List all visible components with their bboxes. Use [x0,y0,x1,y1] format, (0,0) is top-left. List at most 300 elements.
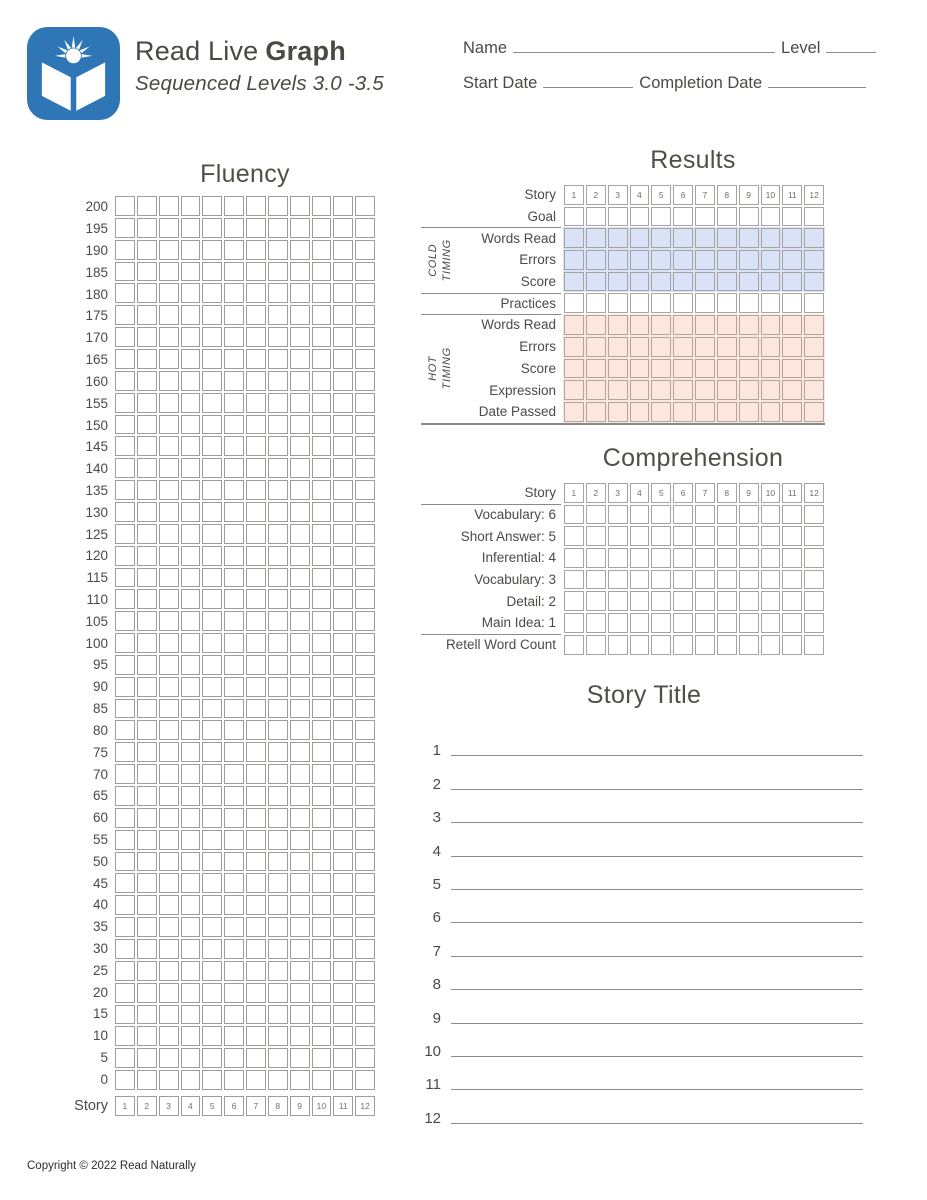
fluency-grid-cell [312,240,332,260]
fluency-grid-cell [268,633,288,653]
fluency-grid-cell [159,1048,179,1068]
fluency-y-tick: 100 [85,635,108,651]
fluency-grid-cell [202,415,222,435]
results-entry-cell [651,315,671,335]
fluency-grid-cell [115,218,135,238]
fluency-grid-cell [202,677,222,697]
comprehension-entry-cell [630,548,650,568]
fluency-grid-cell [246,852,266,872]
fluency-grid-cell [355,764,375,784]
fluency-y-tick: 160 [85,373,108,389]
results-entry-cell [564,272,584,292]
fluency-grid-cell [246,939,266,959]
fluency-grid-cell [246,218,266,238]
comprehension-entry-cell [739,505,759,525]
fluency-grid-cell [290,371,310,391]
fluency-grid-cell [246,1026,266,1046]
fluency-grid-cell [224,917,244,937]
comprehension-entry-cell [717,570,737,590]
results-entry-cell [586,272,606,292]
story-title-number: 5 [432,875,441,893]
comprehension-entry-cell [564,526,584,546]
fluency-grid-cell [290,852,310,872]
fluency-grid-cell [202,1026,222,1046]
comprehension-entry-cell [739,635,759,655]
fluency-grid-cell [159,873,179,893]
fluency-grid-cell [137,415,157,435]
results-row-label: Score [520,274,556,290]
results-entry-cell [782,359,802,379]
story-title-number: 12 [424,1109,441,1127]
comprehension-entry-cell [630,526,650,546]
dates-row [463,73,883,93]
fluency-y-tick: 50 [92,853,108,869]
results-entry-cell [630,402,650,422]
fluency-grid-cell [355,305,375,325]
fluency-grid-cell [137,589,157,609]
fluency-grid-cell [333,895,353,915]
comprehension-entry-cell [630,505,650,525]
fluency-grid-cell [181,240,201,260]
fluency-grid-cell [246,961,266,981]
fluency-grid-cell [355,1026,375,1046]
completion-date-label: Completion Date [639,74,763,92]
fluency-grid-cell [246,786,266,806]
results-entry-cell [782,250,802,270]
story-title-write-line [451,1123,863,1124]
results-entry-cell [564,207,584,227]
fluency-grid-cell [312,611,332,631]
results-row [425,401,825,423]
comprehension-entry-cell [673,591,693,611]
fluency-grid-cell [246,458,266,478]
comprehension-entry-cell [782,613,802,633]
comprehension-entry-cell [564,548,584,568]
fluency-grid-cell [333,961,353,981]
story-number-cell: 5 [202,1096,222,1116]
comprehension-row [425,590,825,612]
page-title [135,36,384,67]
results-entry-cell [564,250,584,270]
fluency-grid-cell [159,699,179,719]
start-date-label: Start Date [463,74,538,92]
fluency-grid-cell [159,655,179,675]
fluency-grid-cell [159,961,179,981]
comprehension-entry-cell [608,635,628,655]
fluency-y-tick: 35 [92,919,108,935]
fluency-grid-cell [115,1048,135,1068]
fluency-grid-cell [268,1048,288,1068]
fluency-grid-cell [333,349,353,369]
results-entry-cell [761,337,781,357]
fluency-grid-cell [159,283,179,303]
results-entry-cell [782,228,802,248]
fluency-grid-cell [181,830,201,850]
results-entry-cell [651,293,671,313]
results-entry-cell [695,359,715,379]
fluency-grid-cell [115,349,135,369]
results-row [425,271,825,293]
fluency-grid-cell [246,830,266,850]
fluency-grid-cell [268,436,288,456]
fluency-grid-cell [202,196,222,216]
fluency-grid-cell [355,852,375,872]
fluency-grid-cell [202,1005,222,1025]
fluency-grid-cell [202,633,222,653]
results-entry-cell [804,359,824,379]
fluency-grid-cell [181,786,201,806]
comprehension-entry-cell [739,591,759,611]
results-entry-cell [586,250,606,270]
fluency-grid-cell [181,917,201,937]
fluency-grid-cell [355,218,375,238]
fluency-grid-cell [181,458,201,478]
fluency-grid-cell [115,1070,135,1090]
fluency-grid-cell [202,480,222,500]
fluency-grid-cell [246,633,266,653]
fluency-grid-cell [137,742,157,762]
story-title-row [413,893,863,926]
comprehension-entry-cell [564,505,584,525]
fluency-grid-cell [159,458,179,478]
fluency-grid-cell [268,939,288,959]
fluency-grid-cell [312,546,332,566]
results-entry-cell [651,359,671,379]
fluency-grid-cell [355,502,375,522]
fluency-grid-cell [115,742,135,762]
results-section-title: Results [650,146,736,174]
fluency-grid-cell [159,393,179,413]
results-story-label: Story [524,187,556,203]
comprehension-entry-cell [804,591,824,611]
fluency-grid-cell [333,502,353,522]
results-entry-cell [651,402,671,422]
fluency-grid-cell [312,262,332,282]
results-entry-cell [782,337,802,357]
results-entry-cell [782,207,802,227]
fluency-grid-cell [333,742,353,762]
fluency-grid-cell [355,568,375,588]
fluency-grid-cell [312,480,332,500]
fluency-grid-cell [333,568,353,588]
fluency-grid-cell [246,524,266,544]
fluency-grid-cell [355,546,375,566]
fluency-grid-cell [268,568,288,588]
story-title-write-line [451,822,863,823]
story-title-number: 7 [432,942,441,960]
comprehension-entry-cell [673,526,693,546]
fluency-grid-cell [312,699,332,719]
fluency-grid-cell [159,349,179,369]
fluency-grid-cell [159,502,179,522]
fluency-grid-cell [355,480,375,500]
story-title-row [413,826,863,859]
results-row-cells [563,314,825,336]
fluency-grid-cell [246,415,266,435]
results-entry-cell [804,380,824,400]
fluency-grid-cell [159,415,179,435]
results-entry-cell [564,380,584,400]
fluency-y-tick: 45 [92,875,108,891]
results-entry-cell [651,228,671,248]
story-title-number: 8 [432,976,441,994]
comprehension-entry-cell [630,570,650,590]
fluency-grid-cell [355,742,375,762]
results-entry-cell [761,228,781,248]
fluency-y-tick: 75 [92,744,108,760]
fluency-grid-cell [159,480,179,500]
story-number-cell: 4 [181,1096,201,1116]
results-entry-cell [804,293,824,313]
fluency-grid-cell [181,852,201,872]
results-entry-cell [651,207,671,227]
results-entry-cell [630,250,650,270]
fluency-grid-cell [355,983,375,1003]
fluency-y-tick: 185 [85,264,108,280]
fluency-grid-cell [290,917,310,937]
story-number-cell: 7 [695,483,715,503]
fluency-grid-cell [202,742,222,762]
fluency-grid-cell [202,917,222,937]
fluency-grid-cell [268,305,288,325]
results-row-cells [563,249,825,271]
fluency-grid-cell [159,742,179,762]
fluency-grid-cell [290,808,310,828]
comprehension-entry-cell [564,591,584,611]
results-entry-cell [564,228,584,248]
fluency-grid-cell [137,677,157,697]
story-title-row [413,1027,863,1060]
fluency-grid-cell [115,699,135,719]
fluency-grid-cell [246,568,266,588]
fluency-grid-cell [355,961,375,981]
fluency-grid-cell [159,371,179,391]
comprehension-entry-cell [804,613,824,633]
story-title-number: 1 [432,742,441,760]
fluency-grid-cell [224,371,244,391]
fluency-grid-cell [115,502,135,522]
fluency-grid-cell [137,961,157,981]
story-number-cell: 10 [761,185,781,205]
story-title-write-line [451,1056,863,1057]
fluency-y-tick: 90 [92,679,108,695]
fluency-grid-cell [202,808,222,828]
fluency-grid-cell [137,502,157,522]
fluency-grid-cell [115,895,135,915]
fluency-grid-cell [355,895,375,915]
fluency-grid-cell [159,1026,179,1046]
comprehension-entry-cell [717,505,737,525]
fluency-grid-cell [333,589,353,609]
fluency-grid-cell [137,524,157,544]
fluency-grid-cell [268,699,288,719]
fluency-section-title: Fluency [200,160,290,188]
fluency-grid-cell [355,699,375,719]
results-entry-cell [673,228,693,248]
results-entry-cell [673,359,693,379]
comprehension-story-header-row [425,482,825,504]
fluency-grid-cell [202,655,222,675]
comprehension-entry-cell [673,613,693,633]
fluency-grid-cell [115,633,135,653]
fluency-grid-cell [137,1005,157,1025]
fluency-grid-cell [181,283,201,303]
story-title-number: 9 [432,1009,441,1027]
fluency-grid-cell [290,218,310,238]
fluency-grid-cell [333,1026,353,1046]
fluency-grid-cell [224,895,244,915]
fluency-story-axis-label: Story [74,1098,108,1114]
fluency-grid-cell [246,262,266,282]
fluency-grid-cell [268,655,288,675]
fluency-grid-cell [333,240,353,260]
fluency-grid-cell [159,895,179,915]
fluency-grid-cell [115,808,135,828]
results-row [425,379,825,401]
results-entry-cell [651,250,671,270]
comprehension-entry-cell [564,635,584,655]
results-entry-cell [717,228,737,248]
read-naturally-logo [27,27,120,120]
fluency-grid-cell [115,524,135,544]
fluency-grid-cell [115,939,135,959]
fluency-grid-cell [312,415,332,435]
results-entry-cell [695,250,715,270]
fluency-grid-cell [246,895,266,915]
fluency-grid-cell [181,218,201,238]
fluency-y-tick: 65 [92,788,108,804]
fluency-grid-cell [290,873,310,893]
fluency-grid-cell [224,983,244,1003]
fluency-grid-cell [312,983,332,1003]
results-entry-cell [608,380,628,400]
results-entry-cell [630,315,650,335]
fluency-grid-cell [312,830,332,850]
fluency-grid-cell [115,983,135,1003]
fluency-grid-cell [268,589,288,609]
fluency-grid-cell [181,873,201,893]
fluency-grid-cell [202,327,222,347]
results-entry-cell [630,337,650,357]
fluency-grid-cell [224,524,244,544]
results-entry-cell [673,207,693,227]
results-row-cells [563,336,825,358]
results-entry-cell [608,228,628,248]
comprehension-entry-cell [717,548,737,568]
level-write-line [826,38,876,53]
fluency-grid-cell [290,764,310,784]
results-entry-cell [586,380,606,400]
fluency-grid-cell [159,611,179,631]
comprehension-entry-cell [695,505,715,525]
comprehension-entry-cell [673,570,693,590]
fluency-grid-cell [333,699,353,719]
fluency-grid-cell [137,371,157,391]
fluency-grid-cell [355,196,375,216]
fluency-grid-cell [224,568,244,588]
comprehension-entry-cell [673,635,693,655]
fluency-grid-cell [246,589,266,609]
story-number-cell: 6 [224,1096,244,1116]
fluency-grid-cell [312,502,332,522]
fluency-grid-cell [333,852,353,872]
fluency-grid-cell [312,436,332,456]
comprehension-entry-cell [804,570,824,590]
results-entry-cell [739,359,759,379]
story-number-cell: 9 [739,483,759,503]
fluency-grid-cell [137,196,157,216]
results-row-label: Errors [519,339,556,355]
name-label: Name [463,39,508,57]
results-story-header-row [425,184,825,206]
story-title-row [413,759,863,792]
fluency-grid-cell [224,677,244,697]
fluency-grid-cell [115,589,135,609]
fluency-grid-cell [224,764,244,784]
results-entry-cell [608,293,628,313]
fluency-grid-cell [202,283,222,303]
fluency-grid-cell [268,458,288,478]
fluency-grid-cell [290,633,310,653]
fluency-grid-cell [290,349,310,369]
fluency-grid-cell [246,371,266,391]
fluency-grid-cell [159,983,179,1003]
story-number-cell: 1 [564,483,584,503]
fluency-grid-cell [355,240,375,260]
cold-label-word: COLD [426,243,439,277]
results-entry-cell [586,402,606,422]
results-entry-cell [608,272,628,292]
fluency-grid-cell [224,1026,244,1046]
fluency-grid-cell [137,262,157,282]
fluency-grid-cell [355,633,375,653]
fluency-grid-cell [312,589,332,609]
story-title-list [413,726,863,1127]
fluency-grid-cell [333,546,353,566]
results-entry-cell [761,402,781,422]
fluency-grid-cell [202,830,222,850]
fluency-grid-cell [268,283,288,303]
fluency-y-tick: 60 [92,810,108,826]
results-entry-cell [717,207,737,227]
fluency-grid-cell [181,1026,201,1046]
story-number-cell: 7 [695,185,715,205]
fluency-grid-cell [246,327,266,347]
fluency-grid-cell [246,305,266,325]
fluency-grid-cell [355,1005,375,1025]
results-entry-cell [630,272,650,292]
fluency-grid-cell [181,196,201,216]
results-entry-cell [673,250,693,270]
page-subtitle: Sequenced Levels 3.0 -3.5 [135,72,384,95]
results-entry-cell [651,337,671,357]
fluency-grid-cell [115,677,135,697]
fluency-grid-cell [312,742,332,762]
story-title-section-title: Story Title [586,681,702,709]
fluency-grid-cell [202,393,222,413]
fluency-grid-cell [312,1026,332,1046]
results-entry-cell [630,207,650,227]
story-title-number: 4 [432,842,441,860]
story-title-row [413,793,863,826]
fluency-y-tick: 135 [85,482,108,498]
results-row-label: Practices [500,295,556,311]
results-entry-cell [717,293,737,313]
fluency-grid-cell [333,436,353,456]
fluency-grid-cell [224,1070,244,1090]
fluency-grid-cell [312,917,332,937]
comprehension-entry-cell [782,635,802,655]
